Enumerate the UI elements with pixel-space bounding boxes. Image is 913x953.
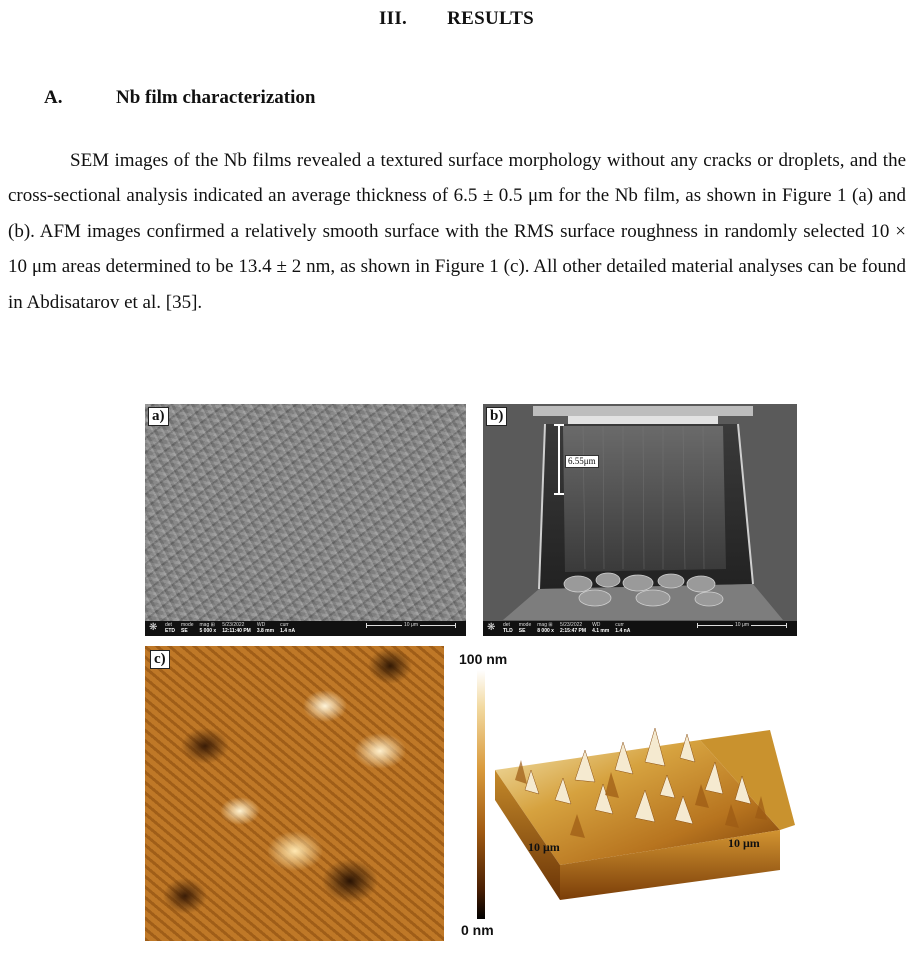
afm-y-axis-label: 10 μm [728, 836, 760, 850]
sem-meta-col [181, 622, 194, 634]
body-paragraph [8, 143, 906, 320]
afm-height-map-image [145, 646, 444, 941]
sem-meta-value: 1.4 nA [280, 628, 296, 634]
sem-meta-col [519, 622, 532, 634]
afm-3d-surface-image [495, 700, 900, 905]
sem-meta-col [257, 622, 274, 634]
colorbar-min-label: 0 nm [461, 922, 494, 938]
sem-meta-head: 5/23/2022 [222, 622, 245, 628]
sem-meta-col [503, 622, 513, 634]
sem-meta-head: det [503, 622, 510, 628]
sem-meta-value: SE [518, 628, 526, 634]
sem-meta-col [592, 622, 609, 634]
sem-meta-value: 5 000 x [199, 628, 217, 634]
subsection-number: A. [44, 87, 63, 108]
sem-meta-value: 1.4 nA [615, 628, 631, 634]
fei-logo-icon: ❋ [149, 622, 158, 633]
sem-meta-value: 4.1 mm [592, 628, 610, 634]
panel-a-label: a) [148, 407, 169, 426]
paragraph-text: SEM images of the Nb films revealed a textured surface morphology without any cracks or droplets, and the cross-sectional analysis indicated an average thickness of 6.5 ± 0.5 μm for the Nb film, as shown in Figure 1 (a) and (b). AFM images confirmed a relatively smooth surface with the RMS surface roughness in randomly selected 10 × 10 μm areas determined to be 13.4 ± 2 nm, as shown in Figure 1 (c). All other detailed material analyses can be found in Abdisatarov et al. [35]. [8, 150, 906, 313]
sem-meta-value: 12:11:40 PM [222, 628, 251, 634]
sem-meta-col [165, 622, 175, 634]
sem-meta-value: SE [181, 628, 188, 634]
sem-databar-b [483, 621, 797, 636]
scale-bar-b [697, 622, 787, 628]
height-colorbar [477, 670, 485, 919]
sem-meta-col [200, 622, 217, 634]
subsection-heading [44, 87, 315, 109]
sem-meta-value: TLD [503, 628, 513, 634]
colorbar-max-label: 100 nm [459, 651, 508, 667]
sem-meta-head: WD [256, 622, 266, 628]
section-number: III. [378, 8, 408, 29]
sem-meta-col [280, 622, 295, 634]
sem-meta-col [222, 622, 251, 634]
sem-meta-head: WD [592, 622, 601, 628]
cross-section-drawing [483, 404, 797, 636]
thickness-measurement-bar [558, 424, 560, 495]
sem-meta-head: curr [280, 622, 289, 628]
sem-meta-head: mode [518, 622, 532, 628]
sem-meta-col [615, 622, 630, 634]
panel-b-label: b) [486, 407, 507, 426]
sem-databar-a [145, 621, 466, 636]
fei-logo-icon: ❋ [487, 622, 496, 633]
sem-cross-section-image [483, 404, 797, 636]
sem-meta-value: 3.8 mm [256, 628, 275, 634]
sem-meta-head: mag ⊞ [199, 622, 215, 628]
panel-c-label: c) [150, 650, 170, 669]
sem-meta-value: 2:15:47 PM [559, 628, 587, 634]
sem-meta-head: 5/23/2022 [559, 622, 583, 628]
sem-meta-head: curr [615, 622, 624, 628]
sem-metadata-a [165, 622, 295, 634]
sem-meta-head: mag ⊞ [537, 622, 553, 628]
section-title: RESULTS [447, 8, 535, 29]
scale-bar-b-label: 10 μm [735, 622, 749, 628]
subsection-title: Nb film characterization [116, 87, 316, 108]
section-heading [0, 8, 913, 30]
thickness-label: 6.55μm [565, 455, 599, 468]
sem-meta-col [537, 622, 554, 634]
sem-metadata-b [503, 622, 630, 634]
scale-bar-a [366, 622, 456, 628]
sem-meta-head: det [165, 622, 172, 628]
sem-meta-col [560, 622, 586, 634]
sem-meta-head: mode [181, 622, 194, 628]
sem-meta-value: ETD [165, 628, 175, 634]
sem-meta-value: 8 000 x [537, 628, 554, 634]
scale-bar-a-label: 10 μm [404, 622, 418, 628]
afm-x-axis-label: 10 μm [528, 840, 560, 854]
sem-top-view-image [145, 404, 466, 636]
